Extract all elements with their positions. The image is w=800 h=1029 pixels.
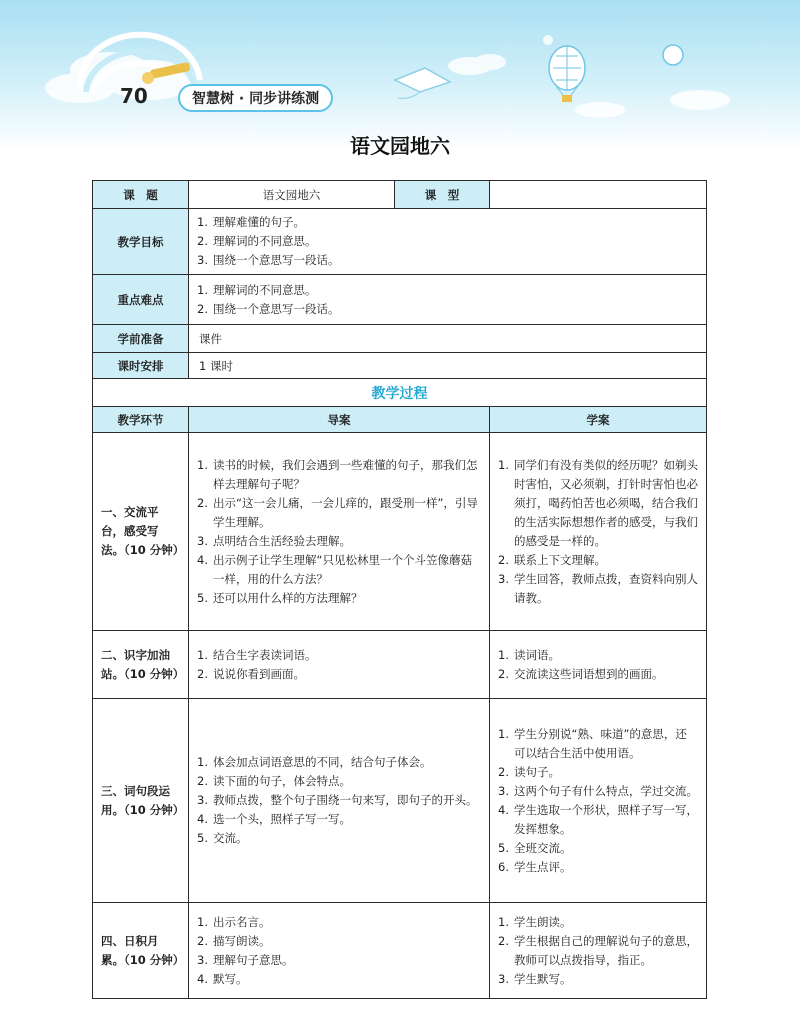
series-label: 智慧树 · 同步讲练测 [178, 84, 333, 112]
guide-list [189, 699, 490, 903]
process-header-row [93, 407, 707, 433]
list-item: 3. 理解句子意思。 [197, 952, 294, 967]
stage-label: 三、词句段运用。（10 分钟） [93, 699, 189, 903]
type-value [490, 181, 707, 209]
list-item: 1. 理解词的不同意思。 [197, 282, 317, 297]
process-section-row [93, 379, 707, 407]
page-number: 70 [120, 84, 148, 108]
list-item: 3. 学生回答，教师点拨，查资料向别人请教。 [498, 571, 698, 605]
list-item: 4. 出示例子让学生理解“只见松林里一个个斗笠像蘑菇一样，用的什么方法？ [197, 552, 472, 586]
list-item: 3. 教师点拨，整个句子围绕一句来写，即句子的开头。 [197, 793, 478, 807]
list-item: 5. 还可以用什么样的方法理解？ [197, 590, 363, 605]
study-list [490, 433, 707, 631]
time-label: 课时安排 [93, 353, 189, 379]
list-item: 2. 描写朗读。 [197, 933, 271, 948]
list-item: 1. 学生朗读。 [498, 914, 572, 929]
col-study-header: 学案 [490, 407, 707, 433]
kite-icon [395, 68, 450, 98]
list-item: 1. 读书的时候，我们会遇到一些难懂的句子，那我们怎样去理解句子呢？ [197, 457, 478, 491]
guide-list [189, 903, 490, 999]
list-item: 1. 同学们有没有类似的经历呢？如剃头时害怕，又必须剃，打针时害怕也必须打，喝药怕苦也必须喝，结合我们的生活实际想想作者的感受，与我们的感受是一样的。 [498, 457, 698, 548]
goals-row [93, 209, 707, 275]
list-item: 2. 理解词的不同意思。 [197, 234, 317, 248]
study-list [490, 699, 707, 903]
goals-list [189, 209, 707, 275]
stage-row [93, 699, 707, 903]
list-item: 1. 理解难懂的句子。 [197, 215, 305, 229]
goals-label: 教学目标 [93, 209, 189, 275]
time-value: 1 课时 [189, 353, 707, 379]
hot-air-balloon-icon [549, 46, 585, 102]
list-item: 4. 默写。 [197, 971, 248, 986]
list-item: 2. 出示“这一会儿痛，一会儿痒的，跟受刑一样”，引导学生理解。 [197, 495, 478, 529]
section-title: 教学过程 [371, 385, 428, 402]
stage-row [93, 631, 707, 699]
stage-row [93, 903, 707, 999]
list-item: 1. 出示名言。 [197, 914, 271, 929]
study-list [490, 903, 707, 999]
list-item: 2. 说说你看到画面。 [197, 666, 305, 681]
list-item: 3. 围绕一个意思写一段话。 [197, 253, 340, 267]
guide-list [189, 433, 490, 631]
list-item: 3. 学生默写。 [498, 971, 572, 986]
prep-value: 课件 [189, 325, 707, 353]
stage-label: 二、识字加油站。（10 分钟） [93, 631, 189, 699]
sky-illustration [0, 0, 800, 150]
stage-label: 四、日积月累。（10 分钟） [93, 903, 189, 999]
key-points-label: 重点难点 [93, 275, 189, 325]
col-stage-header: 教学环节 [93, 407, 189, 433]
col-guide-header: 导案 [189, 407, 490, 433]
list-item: 6. 学生点评。 [498, 859, 572, 874]
topic-row [93, 181, 707, 209]
guide-list [189, 631, 490, 699]
topic-label: 课 题 [93, 181, 189, 209]
list-item: 2. 联系上下文理解。 [498, 552, 606, 567]
list-item: 5. 全班交流。 [498, 840, 572, 855]
list-item: 2. 读下面的句子，体会特点。 [197, 774, 351, 788]
stage-row [93, 433, 707, 631]
list-item: 4. 选一个头，照样子写一写。 [197, 812, 351, 826]
header-banner [0, 0, 800, 150]
list-item: 3. 这两个句子有什么特点，学过交流。 [498, 783, 698, 798]
list-item: 4. 学生选取一个形状，照样子写一写，发挥想象。 [498, 802, 698, 836]
key-points-row [93, 275, 707, 325]
list-item: 2. 围绕一个意思写一段话。 [197, 301, 340, 316]
list-item: 2. 读句子。 [498, 764, 560, 779]
stage-label: 一、交流平台，感受写法。（10 分钟） [93, 433, 189, 631]
topic-value: 语文园地六 [189, 181, 395, 209]
list-item: 1. 读词语。 [498, 647, 560, 662]
prep-label: 学前准备 [93, 325, 189, 353]
type-label: 课 型 [395, 181, 490, 209]
list-item: 3. 点明结合生活经验去理解。 [197, 533, 351, 548]
page-title: 语文园地六 [350, 134, 450, 158]
list-item: 1. 学生分别说“熟、味道”的意思，还可以结合生活中使用语。 [498, 726, 687, 760]
time-row [93, 353, 707, 379]
lesson-plan-table [92, 180, 707, 999]
list-item: 1. 结合生字表读词语。 [197, 647, 317, 662]
study-list [490, 631, 707, 699]
list-item: 5. 交流。 [197, 831, 248, 845]
list-item: 2. 学生根据自己的理解说句子的意思，教师可以点拨指导，指正。 [498, 933, 698, 967]
key-points-list [189, 275, 707, 325]
list-item: 1. 体会加点词语意思的不同，结合句子体会。 [197, 755, 432, 769]
prep-row [93, 325, 707, 353]
list-item: 2. 交流读这些词语想到的画面。 [498, 666, 664, 681]
